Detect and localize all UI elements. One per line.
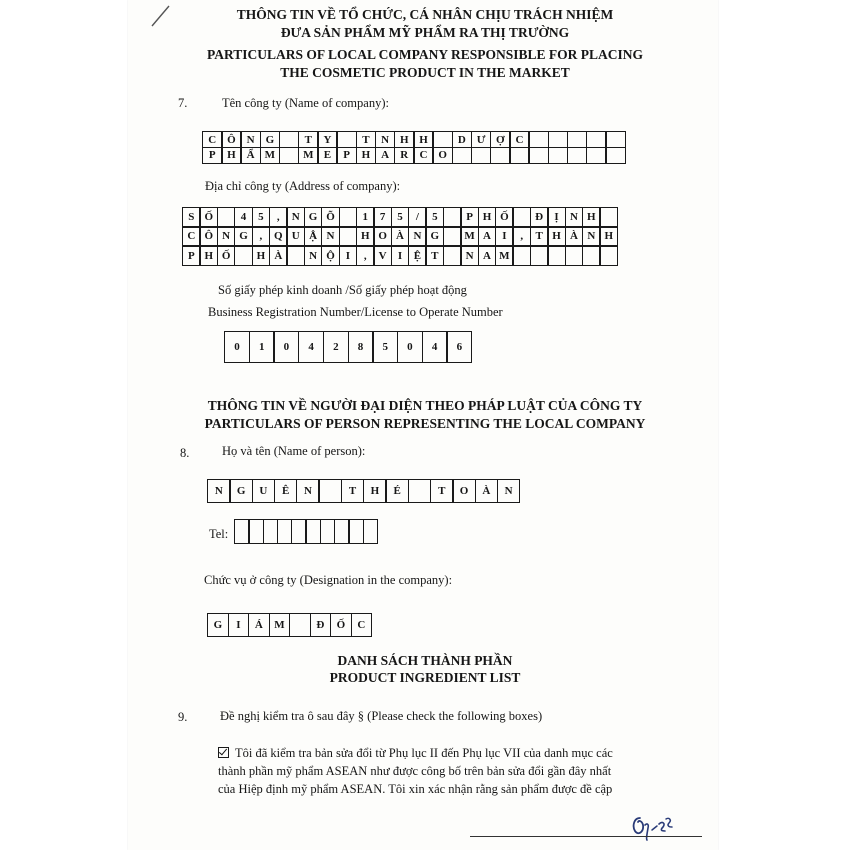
letter-cell: Đ — [310, 613, 332, 637]
letter-cell: 2 — [323, 331, 349, 363]
letter-cell: Q — [269, 226, 288, 247]
letter-cell: Ợ — [490, 131, 511, 148]
letter-cell: M — [269, 613, 291, 637]
letter-cell: , — [252, 226, 271, 247]
letter-cell: 5 — [391, 207, 410, 228]
section-8-number: 8. — [180, 446, 190, 460]
letter-cell: A — [478, 226, 497, 247]
letter-cell: N — [375, 131, 396, 148]
letter-cell — [320, 519, 336, 544]
letter-cell: H — [252, 245, 271, 266]
letter-cell: 6 — [446, 331, 472, 363]
letter-cell: V — [373, 245, 392, 266]
person-name-label: Họ và tên (Name of person): — [222, 444, 366, 458]
letter-cell: N — [582, 226, 601, 247]
letter-cell — [452, 147, 473, 164]
letter-cell: Y — [317, 131, 338, 148]
letter-cell: H — [394, 131, 415, 148]
letter-cell: A — [478, 245, 497, 266]
letter-cell — [286, 245, 305, 266]
letter-cell: Ẩ — [240, 147, 261, 164]
grid-row — [224, 331, 472, 363]
letter-cell: P — [182, 245, 201, 266]
letter-cell: N — [207, 479, 231, 503]
section-9-number: 9. — [178, 710, 188, 724]
letter-cell — [348, 519, 364, 544]
ingredients-header-en: PRODUCT INGREDIENT LIST — [329, 670, 521, 685]
letter-cell: M — [460, 226, 479, 247]
letter-cell: Ê — [274, 479, 298, 503]
grid-row — [182, 207, 618, 228]
letter-cell — [305, 519, 321, 544]
letter-cell — [586, 147, 607, 164]
grid-row — [202, 131, 626, 148]
letter-cell: T — [425, 245, 444, 266]
letter-cell: T — [356, 131, 377, 148]
letter-cell — [490, 147, 511, 164]
grid-row — [182, 228, 618, 247]
letter-cell: A — [375, 147, 396, 164]
letter-cell: N — [460, 245, 479, 266]
letter-cell — [528, 147, 549, 164]
company-name-grid — [202, 131, 626, 164]
letter-cell: G — [207, 613, 229, 637]
letter-cell — [528, 131, 549, 148]
letter-cell — [599, 245, 618, 266]
letter-cell: / — [408, 207, 427, 228]
letter-cell: C — [351, 613, 373, 637]
letter-cell: C — [202, 131, 223, 148]
letter-cell: N — [304, 245, 323, 266]
letter-cell — [512, 245, 531, 266]
letter-cell — [443, 226, 462, 247]
letter-cell: Ố — [495, 207, 514, 228]
letter-cell — [263, 519, 279, 544]
letter-cell: Ố — [217, 245, 236, 266]
letter-cell: O — [452, 479, 476, 503]
letter-cell: H — [356, 226, 375, 247]
handwritten-initials — [630, 812, 676, 842]
letter-cell: 0 — [224, 331, 250, 363]
letter-cell — [547, 245, 566, 266]
letter-cell: C — [413, 147, 434, 164]
letter-cell: N — [408, 226, 427, 247]
letter-cell — [567, 147, 588, 164]
letter-cell: P — [460, 207, 479, 228]
letter-cell: I — [391, 245, 410, 266]
letter-cell — [279, 147, 300, 164]
page-bottom-rule — [470, 836, 702, 837]
letter-cell — [408, 479, 432, 503]
section-7-number: 7. — [178, 96, 188, 110]
letter-cell — [548, 131, 569, 148]
letter-cell: D — [452, 131, 473, 148]
person-name-grid — [207, 479, 520, 503]
letter-cell: N — [565, 207, 584, 228]
letter-cell: N — [497, 479, 521, 503]
ingredients-header-vn: DANH SÁCH THÀNH PHẦN — [337, 653, 513, 668]
letter-cell: Ộ — [321, 245, 340, 266]
company-address-label: Địa chỉ công ty (Address of company): — [205, 179, 401, 193]
letter-cell: , — [512, 226, 531, 247]
letter-cell: R — [394, 147, 415, 164]
letter-cell: 8 — [348, 331, 374, 363]
letter-cell: 5 — [425, 207, 444, 228]
letter-cell: N — [286, 207, 305, 228]
letter-cell — [279, 131, 300, 148]
grid-row — [182, 247, 618, 266]
letter-cell: G — [234, 226, 253, 247]
letter-cell: H — [582, 207, 601, 228]
letter-cell: H — [547, 226, 566, 247]
letter-cell: 1 — [356, 207, 375, 228]
company-name-label: Tên công ty (Name of company): — [222, 96, 389, 110]
letter-cell: H — [363, 479, 387, 503]
letter-cell: Ô — [221, 131, 242, 148]
letter-cell: E — [317, 147, 338, 164]
letter-cell: 1 — [249, 331, 275, 363]
letter-cell: Õ — [321, 207, 340, 228]
declaration-checkbox[interactable] — [218, 747, 229, 758]
letter-cell: N — [296, 479, 320, 503]
letter-cell: Á — [248, 613, 270, 637]
tel-grid — [234, 519, 378, 544]
letter-cell: I — [339, 245, 358, 266]
letter-cell: , — [269, 207, 288, 228]
letter-cell: H — [599, 226, 618, 247]
letter-cell — [289, 613, 311, 637]
declaration-line3: của Hiệp định mỹ phẩm ASEAN. Tôi xin xác nhận rằng sản phẩm được đề cập — [218, 782, 613, 796]
letter-cell: 7 — [373, 207, 392, 228]
declaration-line1-text: Tôi đã kiểm tra bản sửa đổi từ Phụ lục II đến Phụ lục VII của danh mục các — [235, 746, 613, 760]
letter-cell: T — [530, 226, 549, 247]
letter-cell: N — [217, 226, 236, 247]
representative-header-vn: THÔNG TIN VỀ NGƯỜI ĐẠI DIỆN THEO PHÁP LUẬT CỦA CÔNG TY — [207, 398, 643, 413]
letter-cell: 4 — [422, 331, 448, 363]
header-vn-line2: ĐƯA SẢN PHẨM MỸ PHẨM RA THỊ TRƯỜNG — [280, 25, 570, 40]
letter-cell: H — [221, 147, 242, 164]
letter-cell: N — [240, 131, 261, 148]
letter-cell: P — [202, 147, 223, 164]
letter-cell — [530, 245, 549, 266]
letter-cell — [605, 131, 626, 148]
letter-cell — [443, 207, 462, 228]
license-label-en: Business Registration Number/License to Operate Number — [208, 305, 503, 319]
letter-cell: 5 — [372, 331, 398, 363]
letter-cell: Ô — [199, 226, 218, 247]
letter-cell — [509, 147, 530, 164]
letter-cell: N — [321, 226, 340, 247]
designation-label: Chức vụ ở công ty (Designation in the company): — [204, 573, 453, 587]
letter-cell: À — [391, 226, 410, 247]
grid-row — [207, 613, 372, 637]
declaration-line2: thành phần mỹ phẩm ASEAN như được công bố trên bản sửa đổi gần đây nhất — [218, 764, 612, 778]
grid-row — [207, 479, 520, 503]
letter-cell: 0 — [273, 331, 299, 363]
letter-cell — [339, 207, 358, 228]
letter-cell: 4 — [234, 207, 253, 228]
license-number-grid — [224, 331, 472, 363]
letter-cell: 5 — [252, 207, 271, 228]
letter-cell: I — [228, 613, 250, 637]
header-en-line2: THE COSMETIC PRODUCT IN THE MARKET — [280, 65, 570, 80]
letter-cell — [586, 131, 607, 148]
letter-cell — [291, 519, 307, 544]
designation-grid — [207, 613, 372, 637]
letter-cell — [339, 226, 358, 247]
letter-cell — [234, 245, 253, 266]
letter-cell: 4 — [298, 331, 324, 363]
letter-cell — [363, 519, 379, 544]
letter-cell — [432, 131, 453, 148]
letter-cell: P — [336, 147, 357, 164]
letter-cell — [318, 479, 342, 503]
letter-cell: Ậ — [304, 226, 323, 247]
check-instruction: Đề nghị kiểm tra ô sau đây § (Please check the following boxes) — [220, 709, 543, 723]
letter-cell — [217, 207, 236, 228]
letter-cell: T — [341, 479, 365, 503]
letter-cell: À — [565, 226, 584, 247]
letter-cell: O — [432, 147, 453, 164]
letter-cell: H — [356, 147, 377, 164]
letter-cell: H — [478, 207, 497, 228]
letter-cell — [548, 147, 569, 164]
tel-label: Tel: — [209, 527, 229, 541]
letter-cell: G — [304, 207, 323, 228]
letter-cell: C — [509, 131, 530, 148]
representative-header-en: PARTICULARS OF PERSON REPRESENTING THE LOCAL COMPANY — [204, 416, 646, 431]
letter-cell: H — [413, 131, 434, 148]
letter-cell: M — [495, 245, 514, 266]
letter-cell: À — [269, 245, 288, 266]
grid-row — [202, 148, 626, 164]
letter-cell: Ố — [199, 207, 218, 228]
letter-cell: É — [385, 479, 409, 503]
letter-cell: 0 — [397, 331, 423, 363]
letter-cell — [582, 245, 601, 266]
company-address-grid — [182, 207, 618, 266]
letter-cell — [605, 147, 626, 164]
letter-cell: G — [425, 226, 444, 247]
letter-cell — [471, 147, 492, 164]
letter-cell: C — [182, 226, 201, 247]
letter-cell: O — [373, 226, 392, 247]
letter-cell: Ị — [547, 207, 566, 228]
letter-cell: , — [356, 245, 375, 266]
letter-cell: M — [260, 147, 281, 164]
letter-cell: T — [298, 131, 319, 148]
letter-cell: T — [430, 479, 454, 503]
letter-cell: H — [199, 245, 218, 266]
letter-cell: I — [495, 226, 514, 247]
letter-cell: S — [182, 207, 201, 228]
letter-cell: Ư — [471, 131, 492, 148]
letter-cell — [512, 207, 531, 228]
letter-cell — [443, 245, 462, 266]
letter-cell — [567, 131, 588, 148]
letter-cell: G — [229, 479, 253, 503]
letter-cell: M — [298, 147, 319, 164]
header-en-line1: PARTICULARS OF LOCAL COMPANY RESPONSIBLE FOR PLACING — [206, 47, 644, 62]
declaration-line1 — [218, 746, 613, 761]
letter-cell: U — [252, 479, 276, 503]
letter-cell — [336, 131, 357, 148]
letter-cell: G — [260, 131, 281, 148]
letter-cell: Ệ — [408, 245, 427, 266]
license-label-vn: Số giấy phép kinh doanh /Số giấy phép hoạt động — [218, 283, 467, 297]
letter-cell — [334, 519, 350, 544]
letter-cell: À — [475, 479, 499, 503]
header-vn-line1: THÔNG TIN VỀ TỔ CHỨC, CÁ NHÂN CHỊU TRÁCH NHIỆM — [236, 7, 614, 22]
letter-cell — [277, 519, 293, 544]
letter-cell — [599, 207, 618, 228]
letter-cell — [565, 245, 584, 266]
letter-cell: Ố — [330, 613, 352, 637]
letter-cell — [248, 519, 264, 544]
letter-cell: U — [286, 226, 305, 247]
grid-row — [234, 519, 378, 544]
letter-cell — [234, 519, 250, 544]
letter-cell: Đ — [530, 207, 549, 228]
